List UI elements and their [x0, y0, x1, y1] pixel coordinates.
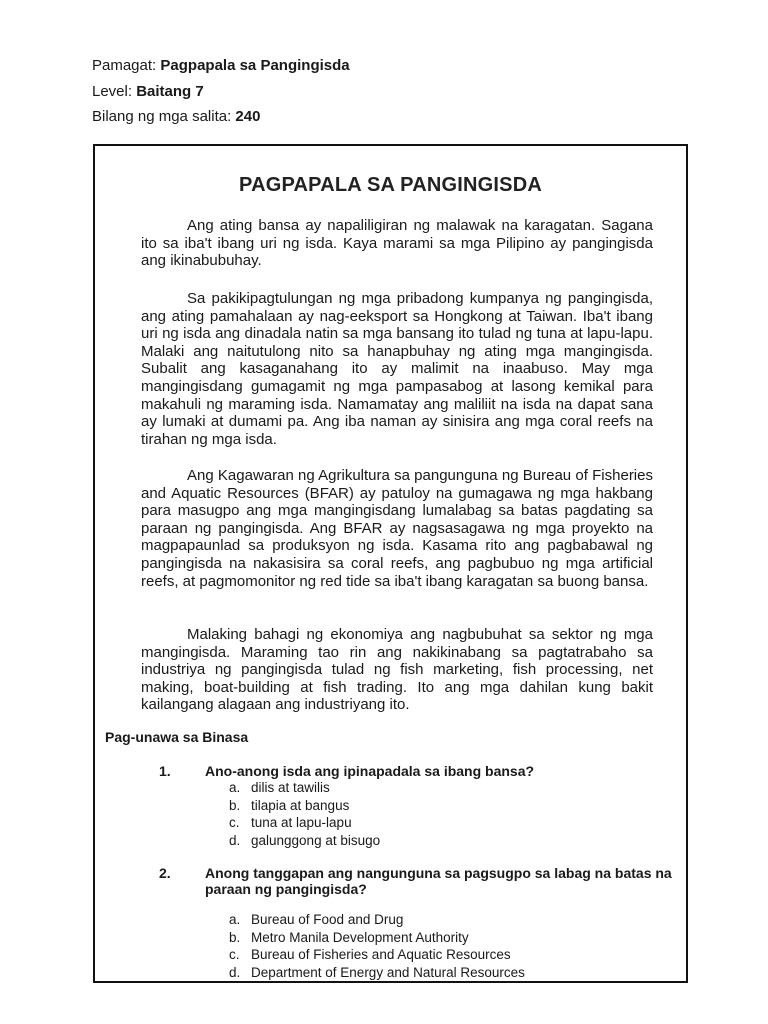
paragraph-2: Sa pakikipagtulungan ng mga pribadong kumpanya ng pangingisda, ang ating pamahalaan ay nag-eeksport sa Hongkong at Taiwan. Iba't ibang uri ng isda ang dinadala natin sa mga bansang ito tulad ng tuna at lapu-lapu. Malaki ang naitutulong nito sa hanapbuhay ng ating mga mangingisda. Subalit ang kasaganahang ito ay malimit na inaabuso. May mga mangingisdang gumagamit ng mga pampasabog at lasong kemikal para makahuli ng maraming isda. Namamatay ang maliliit na isda na dapat sana ay lumaki at dumami pa. Ang iba naman ay sinisira ang mga coral reefs na tirahan ng mga isda.: [141, 290, 653, 448]
title-line: [92, 57, 350, 75]
option-item[interactable]: [229, 814, 380, 832]
option-text: Department of Energy and Natural Resources: [251, 965, 525, 981]
level-line: [92, 83, 204, 101]
question-1-text: Ano-anong isda ang ipinapadala sa ibang bansa?: [205, 763, 535, 779]
option-letter: b.: [229, 929, 241, 945]
option-letter: c.: [229, 815, 240, 831]
option-letter: a.: [229, 780, 241, 795]
title-value: Pagpapala sa Pangingisda: [160, 57, 350, 74]
option-text: tuna at lapu-lapu: [251, 815, 352, 831]
word-count-value: 240: [235, 108, 261, 125]
option-item[interactable]: [229, 929, 525, 947]
option-item[interactable]: [229, 964, 525, 982]
title-label: Pamagat:: [92, 57, 157, 74]
option-letter: a.: [229, 912, 241, 927]
option-text: Metro Manila Development Authority: [251, 929, 469, 945]
question-1-number: 1.: [159, 763, 171, 779]
reading-box: [93, 144, 688, 983]
option-item[interactable]: [229, 779, 380, 797]
option-text: Bureau of Food and Drug: [251, 912, 404, 927]
word-count-line: [92, 108, 260, 126]
option-item[interactable]: [229, 911, 525, 929]
option-letter: d.: [229, 833, 241, 849]
comprehension-heading: Pag-unawa sa Binasa: [105, 729, 249, 745]
question-2-options: [229, 911, 525, 982]
option-text: tilapia at bangus: [251, 797, 350, 813]
question-1-options: [229, 779, 380, 850]
option-item[interactable]: [229, 946, 525, 964]
option-item[interactable]: [229, 797, 380, 815]
paragraph-4: Malaking bahagi ng ekonomiya ang nagbubuhat sa sektor ng mga mangingisda. Maraming tao rin ang nakikinabang sa pagtatrabaho sa industriya ng pangingisda tulad ng fish marketing, fish processing, net making, boat-building at fish trading. Ito ang mga dahilan kung bakit kailangang alagaan ang industriyang ito.: [141, 626, 653, 714]
option-text: dilis at tawilis: [251, 780, 330, 795]
paragraph-1: Ang ating bansa ay napaliligiran ng malawak na karagatan. Sagana ito sa iba't ibang uri ng isda. Kaya marami sa mga Pilipino ay pangingisda ang ikinabubuhay.: [141, 217, 653, 270]
word-count-label: Bilang ng mga salita:: [92, 108, 232, 125]
question-2-text: Anong tanggapan ang nangunguna sa pagsugpo sa labag na batas na paraan ng pangingisda?: [205, 865, 672, 897]
option-text: galunggong at bisugo: [251, 833, 381, 849]
option-letter: b.: [229, 797, 241, 813]
story-title: PAGPAPALA SA PANGINGISDA: [239, 174, 542, 196]
option-item[interactable]: [229, 832, 380, 850]
paragraph-3: Ang Kagawaran ng Agrikultura sa pangunguna ng Bureau of Fisheries and Aquatic Resources (BFAR) ay patuloy na gumagawa ng mga hakbang para masugpo ang mga mangingisdang lumalabag sa batas pagdating sa paraan ng pangingisda. Ang BFAR ay nagsasagawa ng mga proyekto na magpapaunlad sa produksyon ng isda. Kasama rito ang pagbabawal ng pangingisda na nakasisira sa coral reefs, ang pagbubuo ng mga artificial reefs, at pagmomonitor ng red tide sa iba't ibang karagatan sa buong bansa.: [141, 467, 653, 590]
question-2-number: 2.: [159, 865, 171, 881]
level-label: Level:: [92, 83, 133, 100]
option-text: Bureau of Fisheries and Aquatic Resources: [251, 947, 511, 963]
level-value: Baitang 7: [136, 83, 204, 100]
option-letter: d.: [229, 965, 241, 981]
option-letter: c.: [229, 947, 240, 963]
